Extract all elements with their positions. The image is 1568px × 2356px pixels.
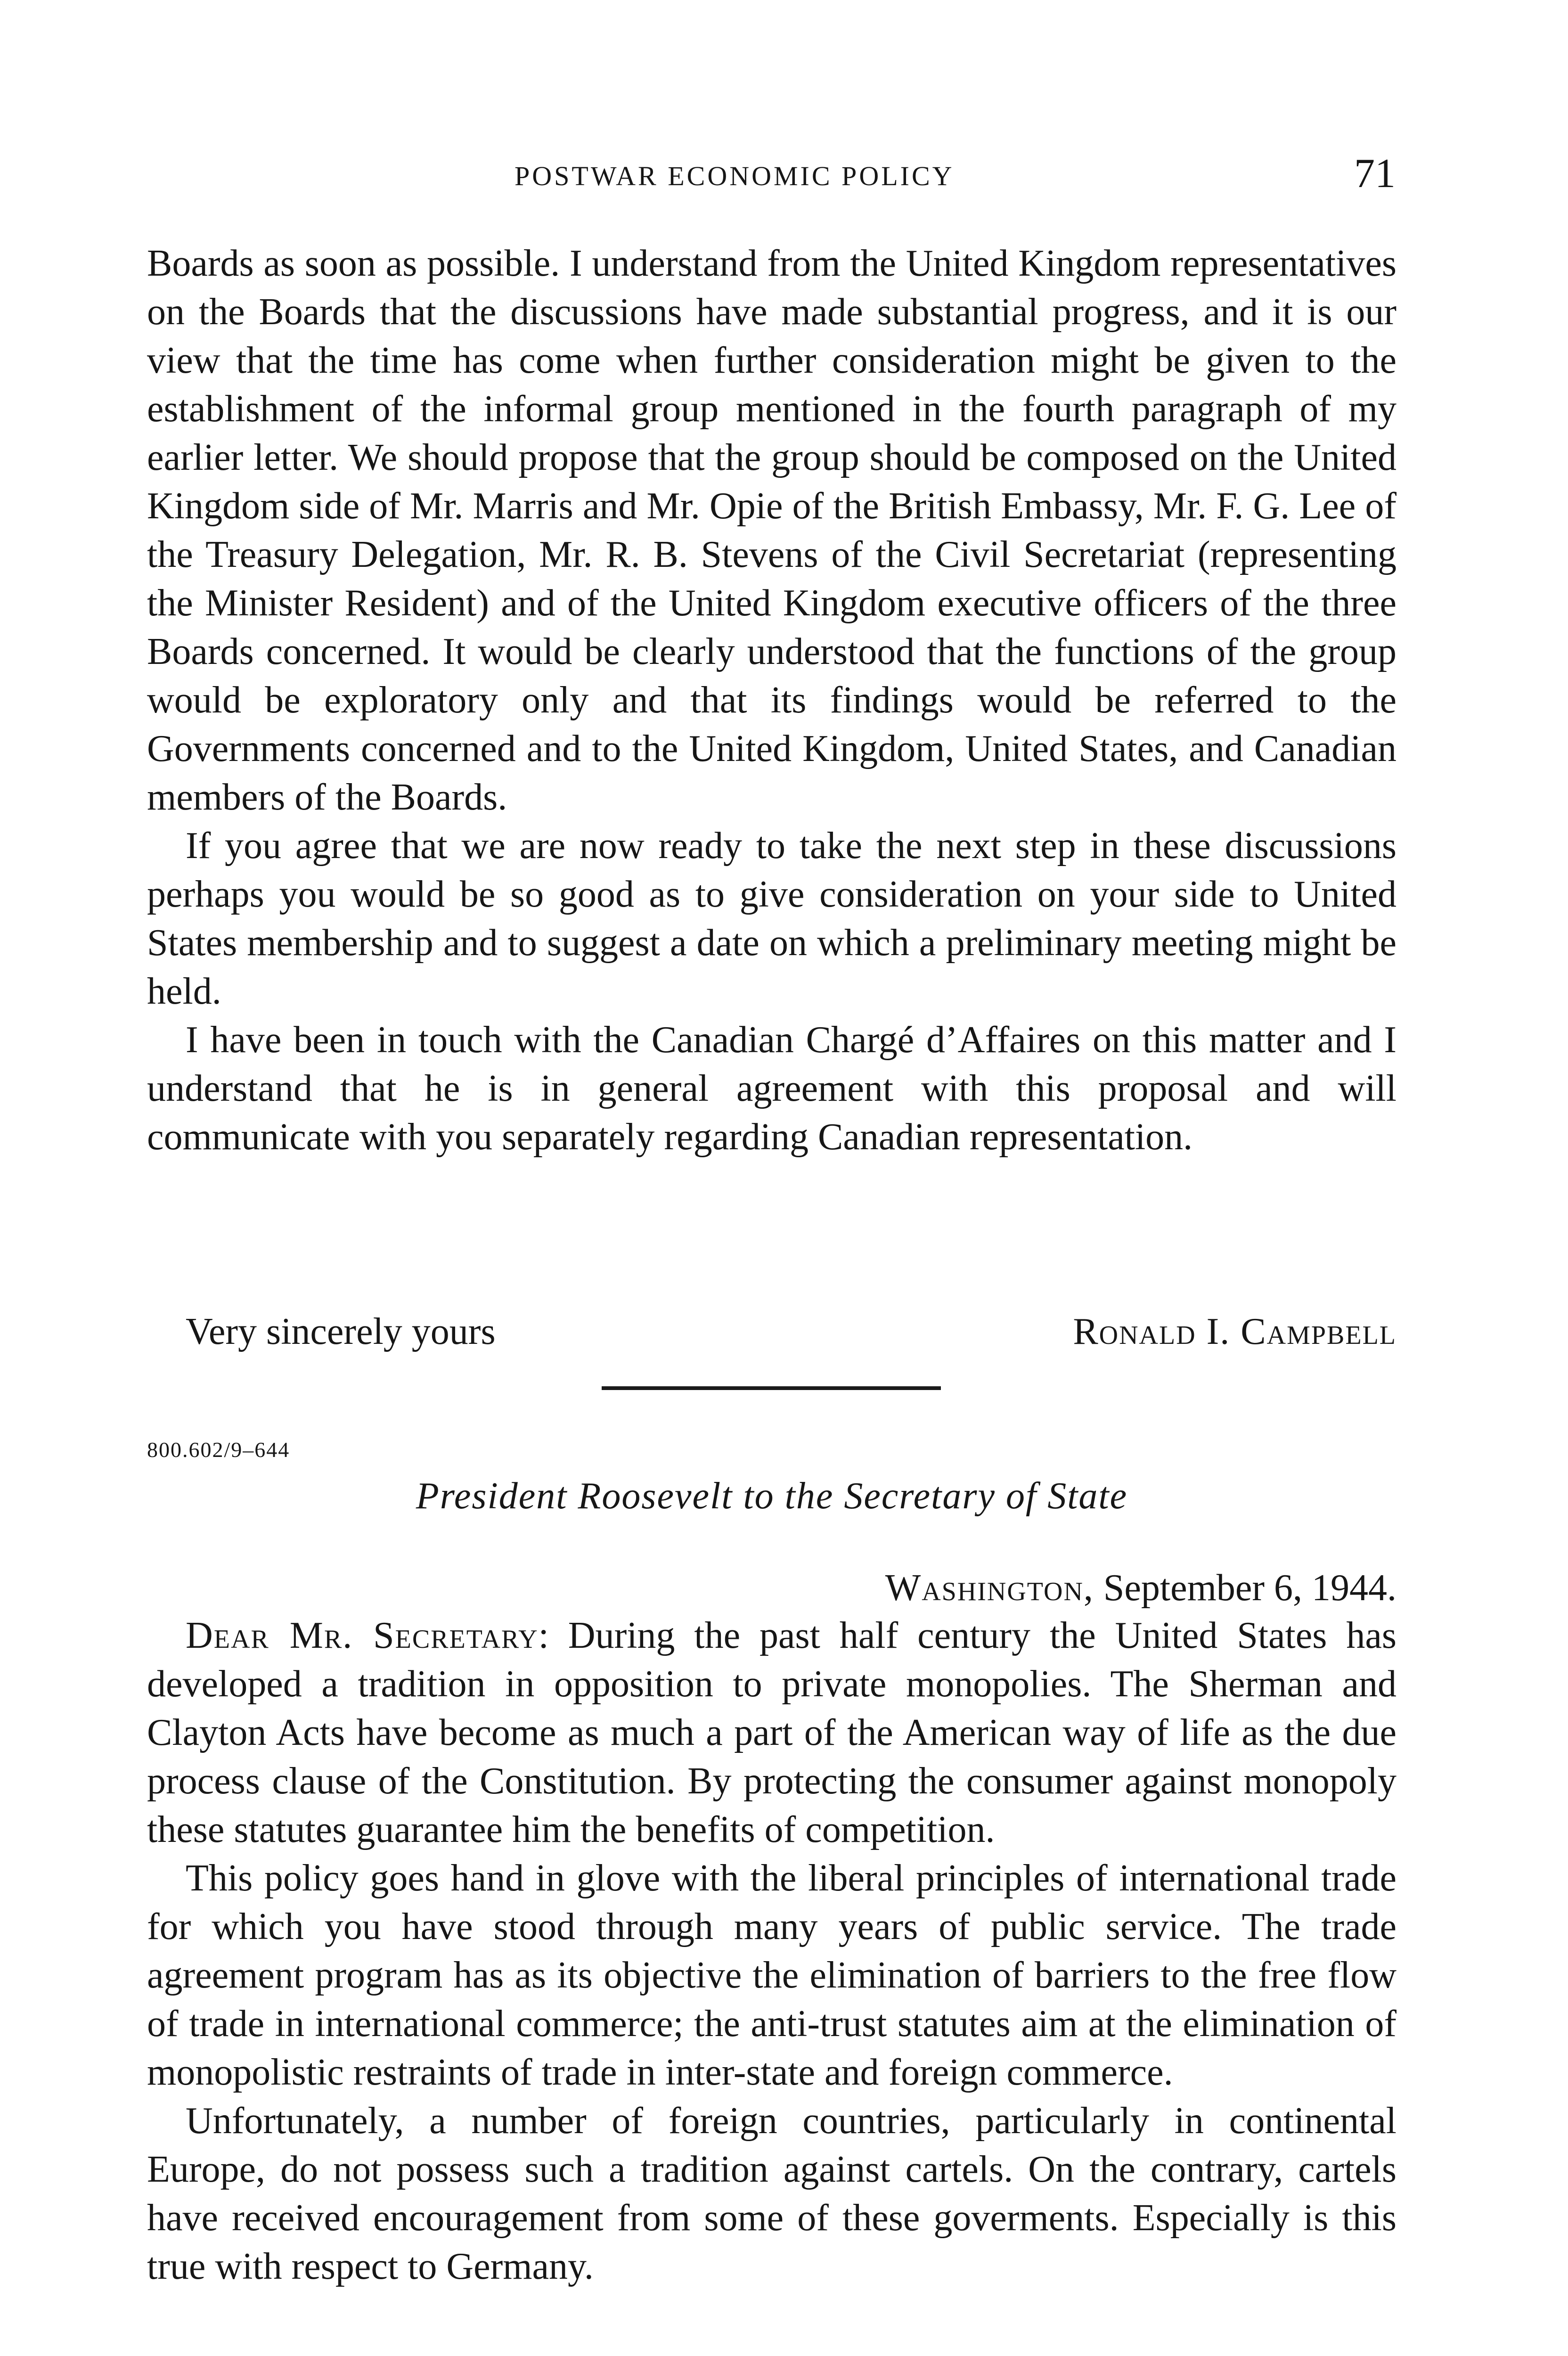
- letter-one-paragraph-3: I have been in touch with the Canadian Chargé d’Affaires on this matter and I understand that he is in general agreement with this proposal and will communicate with you separately regarding Canadian representation.: [147, 1019, 1396, 1158]
- letter-two-body: [147, 1612, 1396, 2291]
- salutation: Dear Mr. Secretary: [186, 1615, 539, 1656]
- letter-two-paragraph-3: Unfortunately, a number of foreign countries, particularly in continental Europe, do not possess such a tradition against cartels. On the contrary, cartels have received encouragement from some of these goverments. Especially is this true with respect to Germany.: [147, 2100, 1396, 2287]
- page-number: 71: [1354, 151, 1396, 196]
- letter-one-body: [147, 239, 1396, 1162]
- letter-one-closing: [186, 1308, 1396, 1356]
- running-title: POSTWAR ECONOMIC POLICY: [514, 161, 955, 191]
- valediction: Very sincerely yours: [186, 1311, 496, 1352]
- dateline-date: September 6, 1944.: [1103, 1567, 1396, 1609]
- dateline: [885, 1567, 1396, 1610]
- dateline-place: Washington,: [885, 1567, 1094, 1609]
- document-page: [147, 0, 1396, 2356]
- file-number: 800.602/9–644: [147, 1438, 290, 1462]
- letter-two-paragraph-1-text: : During the past half century the United States has developed a tradition in opposition to private monopolies. The Sherman and Clayton Acts have become as much a part of the American way of life as the due process clause of the Constitution. By protecting the consumer against monopoly these statutes guarantee him the benefits of competition.: [147, 1615, 1397, 1850]
- letter-one-paragraph-2: If you agree that we are now ready to take the next step in these discussions perhaps you would be so good as to give consideration on your side to United States membership and to suggest a date on which a preliminary meeting might be held.: [147, 825, 1396, 1012]
- letter-two-paragraph-2: This policy goes hand in glove with the liberal principles of international trade for which you have stood through many years of public service. The trade agreement program has as its objective the elimination of barriers to the free flow of trade in international commerce; the anti-trust statutes aim at the elimination of monopolistic restraints of trade in inter-state and foreign commerce.: [147, 1857, 1396, 2093]
- signature: Ronald I. Campbell: [1073, 1311, 1396, 1352]
- section-divider: [602, 1386, 941, 1390]
- letter-one-paragraph-1: Boards as soon as possible. I understand from the United Kingdom representatives on the Boards that the discussions have made substantial progress, and it is our view that the time has come when further consideration might be given to the establishment of the informal group mentioned in the fourth paragraph of my earlier letter. We should propose that the group should be composed on the United Kingdom side of Mr. Marris and Mr. Opie of the British Embassy, Mr. F. G. Lee of the Treasury Delegation, Mr. R. B. Stevens of the Civil Secretariat (representing the Minister Resident) and of the United Kingdom executive officers of the three Boards concerned. It would be clearly understood that the functions of the group would be exploratory only and that its findings would be referred to the Governments concerned and to the United Kingdom, United States, and Canadian members of the Boards.: [147, 243, 1396, 818]
- letter-two-paragraph-1: [147, 1612, 1396, 1854]
- document-heading: President Roosevelt to the Secretary of State: [416, 1475, 1128, 1517]
- running-head: [147, 152, 1396, 194]
